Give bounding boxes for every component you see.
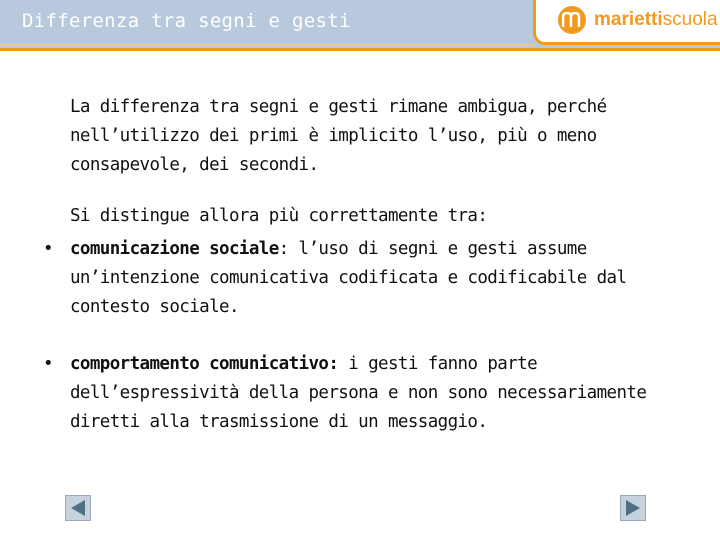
page-title: Differenza tra segni e gesti [22,10,351,32]
logo-suffix: scuola [662,9,718,30]
bullet-symbol: • [43,239,53,259]
lead-paragraph: Si distingue allora più correttamente tra: [70,206,488,226]
triangle-left-icon [69,499,87,517]
header-accent-line [0,44,535,46]
bullet-term: comunicazione sociale [70,239,279,259]
previous-slide-button[interactable] [65,495,91,521]
bullet-item [43,235,690,322]
triangle-right-icon [624,499,642,517]
bullet-text: i gesti fanno parte dell’espressività della persona e non sono necessariamente diretti alla trasmissione di un messaggio. [70,354,647,432]
intro-paragraph: La differenza tra segni e gesti rimane ambigua, perché nell’utilizzo dei primi è implicito l’uso, più o meno consapevole, dei secondi. [70,97,607,175]
bullet-text: : l’uso di segni e gesti assume un’intenzione comunicativa codificata e codificabile dal contesto sociale. [70,239,627,317]
slide-content [43,93,690,465]
header-divider [0,48,720,51]
logo-mark-icon [558,6,586,34]
publisher-logo [533,0,720,45]
bullet-item [43,350,690,437]
next-slide-button[interactable] [620,495,646,521]
logo-brand: marietti [594,9,663,30]
logo-text [594,9,718,31]
bullet-symbol: • [43,354,53,374]
bullet-term: comportamento comunicativo: [70,354,339,374]
